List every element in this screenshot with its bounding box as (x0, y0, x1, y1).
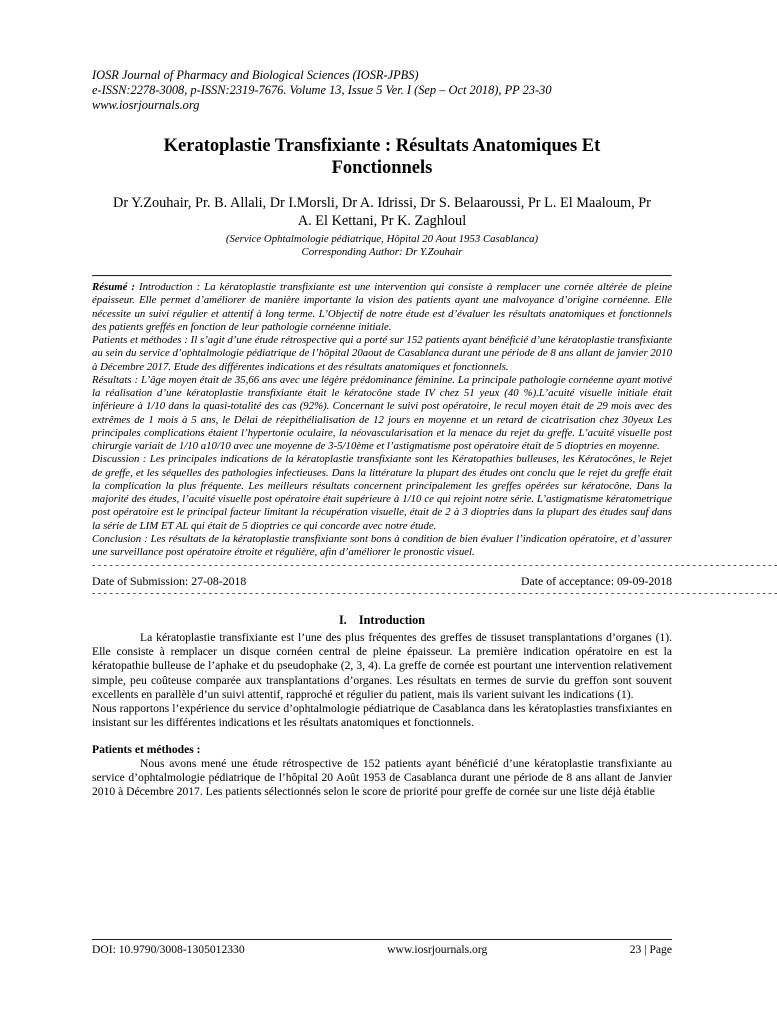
introduction-body (92, 631, 672, 730)
submission-dates (92, 573, 672, 589)
author-list: Dr Y.Zouhair, Pr. B. Allali, Dr I.Morsli, Dr A. Idrissi, Dr S. Belaaroussi, Pr L. El Maaloum, Pr A. El Kettani, Pr K. Zaghloul (113, 195, 651, 229)
abstract-methods: Patients et méthodes : Il s’agit d’une étude rétrospective qui a porté sur 152 patients ayant bénéficié d’une kératoplastie transfixiante au sein du service d’ophtalmologie pédiatrique de l’hôpital 20aout de Casablanca durant une période de 8 ans allant de janvier 2010 à Décembre 2017. Etude des différentes indications et des résultats anatomiques et fonctionnels. (92, 334, 672, 373)
article-page (92, 68, 777, 799)
abstract-intro-text: Introduction : La kératoplastie transfixiante est une intervention qui consiste à remplacer une cornée altérée de pleine épaisseur. Elle permet d’améliorer de manière importante la vision des patients ayant une malvoyance d’origine cornéenne. Elle nécessite un suivi régulier et attentif à long terme. L’Objectif de notre étude est d’évaluer les résultats anatomiques et fonctionnels des patients greffés en fonction de leur pathologie cornéenne initiale. (92, 281, 673, 333)
date-of-acceptance: Date of acceptance: 09-09-2018 (521, 574, 672, 589)
abstract-conclusion: Conclusion : Les résultats de la kératoplastie transfixiante sont bons à condition de bien évaluer l’indication opératoire, et d’assurer une surveillance post opératoire étroite et régulière, afin d’améliorer le pronostic visuel. (92, 532, 672, 558)
journal-header (92, 68, 672, 113)
introduction-heading: I. Introduction (338, 613, 426, 628)
journal-issn: e-ISSN:2278-3008, p-ISSN:2319-7676. Volume 13, Issue 5 Ver. I (Sep – Oct 2018), PP 23-30 (92, 83, 552, 97)
methods-body (92, 757, 672, 799)
journal-website[interactable]: www.iosrjournals.org (92, 98, 200, 112)
journal-name: IOSR Journal of Pharmacy and Biological Sciences (IOSR-JPBS) (92, 68, 419, 82)
introduction-paragraph-2: Nous rapportons l’expérience du service d’ophtalmologie pédiatrique de Casablanca dans les kératoplasties transfixiantes en insistant sur les différentes indications et les résultats anatomiques et fonctionnels. (92, 701, 672, 729)
dashed-divider-bottom: - - - - - - - - - - - - - - - - - - - - - - - - - - - - - - - - - - - - - - - - - - - - - - - - - - - - - - - - - - - - - - - - - - - - - - - - - - - - - - - - - - - - - - - - - - - - - - - - - - - - - - - - - - - - - - - - - - - - - - (92, 588, 777, 600)
article-title: Keratoplastie Transfixiante : Résultats Anatomiques Et Fonctionnels (163, 136, 601, 178)
abstract-label: Résumé : (92, 281, 136, 293)
footer-website[interactable]: www.iosrjournals.org (387, 943, 488, 956)
abstract-intro (92, 281, 672, 334)
abstract (92, 271, 672, 559)
introduction-paragraph-1: La kératoplastie transfixiante est l’une des plus fréquentes des greffes de tissuset transplantations d’organes (1). Elle consiste à remplacer un disque cornéen central de pleine épaisseur. La première indication opératoire en est la kératopathie bulleuse de l’aphake et du pseudophake (2, 3, 4). La greffe de cornée est pourtant une intervention relativement simple, peu coûteuse comparée aux transplantations d’organes. Les résultats en termes de survie du greffon sont souvent excellents en parallèle d’un suivi attentif, rapproché et régulier du patient, mais ils varient suivant les indications (1). (92, 631, 672, 701)
abstract-top-rule (92, 275, 672, 277)
abstract-discussion: Discussion : Les principales indications de la kératoplastie transfixiante sont les Kératopathies bulleuses, les Kératocônes, le Rejet de greffe, et les séquelles des pathologies infectieuses. Dans la littérature la plupart des études ont conclu que le rejet du greffe était la complication la plus fréquente. Les meilleurs résultats concernent principalement les greffes opérées sur kératocône. Dans la majorité des études, l’acuité visuelle post opératoire était supérieure à 1/10 ce qui rejoint notre série. L’astigmatisme kératometrique post opératoire est le principal facteur limitant la récupération visuelle, était de 2 à 3 dioptries dans la plupart des études sauf dans la série de LIM ET AL qui était de 5 dioptries ce qui concorde avec notre étude. (92, 453, 672, 532)
corresponding-author: Corresponding Author: Dr Y.Zouhair (301, 246, 463, 258)
date-of-submission: Date of Submission: 27-08-2018 (92, 574, 247, 589)
methods-heading: Patients et méthodes : (92, 742, 201, 756)
footer-doi: DOI: 10.9790/3008-1305012330 (92, 943, 245, 956)
affiliation (92, 233, 672, 259)
page-footer (92, 939, 672, 957)
affiliation-line: (Service Ophtalmologie pédiatrique, Hôpital 20 Aout 1953 Casablanca) (225, 233, 539, 245)
dashed-divider-top: - - - - - - - - - - - - - - - - - - - - - - - - - - - - - - - - - - - - - - - - - - - - - - - - - - - - - - - - - - - - - - - - - - - - - - - - - - - - - - - - - - - - - - - - - - - - - - - - - - - - - - - - - - - - - - - - - - - - - - (92, 560, 777, 572)
footer-page-number: 23 | Page (629, 943, 672, 956)
abstract-results: Résultats : L’âge moyen était de 35,66 ans avec une légère prédominance féminine. La principale pathologie cornéenne ayant motivé la réalisation d’une kératoplastie transfixiante était le kératocône stade IV chez 51 yeux (40 %).L’acuité visuelle initiale était inférieure à 1/10 dans la quasi-totalité des cas (92%). Concernant le suivi post opératoire, le recul moyen était de 29 mois avec des extrêmes de 1 mois à 5 ans, le Délai de réepithélialisation de 12 jours en moyenne et un retard de cicatrisation chez 30yeux Les principales complications étaient l’hypertonie oculaire, la néovascularisation et la menace du rejet du greffe. L’acuité visuelle post chirurgie variait de 1/10 a10/10 avec une moyenne de 3-5/10ème et l’astigmatisme post opératoire était de 5 dioptries en moyenne. (92, 373, 672, 452)
methods-paragraph-1: Nous avons mené une étude rétrospective de 152 patients ayant bénéficié d’une kératoplastie transfixiante au service d’ophtalmologie pédiatrique de l’hôpital 20 Août 1953 de Casablanca durant une période de 8 ans allant de Janvier 2010 à Décembre 2017. Les patients sélectionnés selon le score de priorité pour greffe de cornée sur une liste déjà établie (92, 756, 672, 799)
